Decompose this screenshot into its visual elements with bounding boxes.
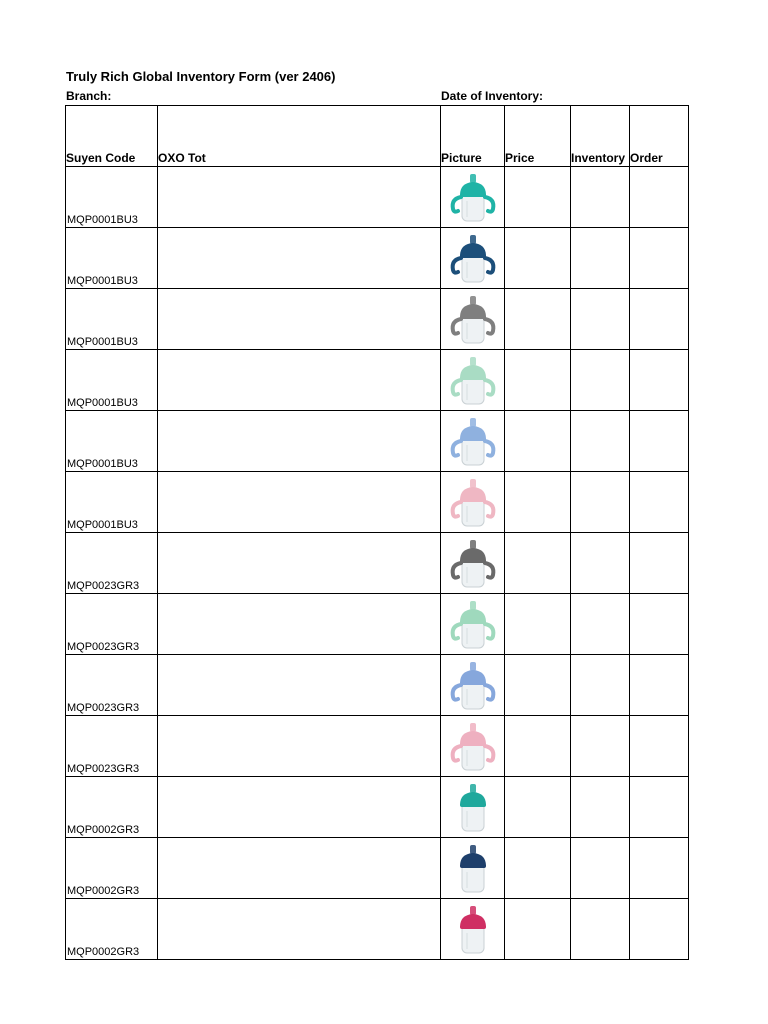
form-title: Truly Rich Global Inventory Form (ver 2406): [66, 69, 336, 84]
teal-sippy-cup-with-handles-image: [445, 169, 501, 225]
price-cell[interactable]: [505, 472, 571, 533]
gray-straw-cup-with-handles-image: [445, 535, 501, 591]
inventory-cell[interactable]: [571, 472, 630, 533]
gray-sippy-cup-with-handles-image: [445, 291, 501, 347]
picture-cell: [441, 777, 505, 838]
suyen-code-cell: MQP0023GR3: [66, 594, 158, 655]
inventory-cell[interactable]: [571, 838, 630, 899]
order-cell[interactable]: [630, 716, 689, 777]
mint-straw-cup-with-handles-image: [445, 596, 501, 652]
suyen-code-cell: MQP0002GR3: [66, 838, 158, 899]
picture-cell: [441, 716, 505, 777]
order-cell[interactable]: [630, 838, 689, 899]
navy-straw-cup-image: [445, 840, 501, 896]
inventory-cell[interactable]: [571, 716, 630, 777]
suyen-code-cell: MQP0002GR3: [66, 899, 158, 960]
column-header-order: Order: [630, 106, 689, 167]
table-row: [66, 289, 689, 350]
oxo-tot-cell[interactable]: [158, 899, 441, 960]
blue-straw-cup-with-handles-image: [445, 657, 501, 713]
order-cell[interactable]: [630, 350, 689, 411]
magenta-straw-cup-image: [445, 901, 501, 957]
inventory-cell[interactable]: [571, 533, 630, 594]
suyen-code-cell: MQP0001BU3: [66, 472, 158, 533]
price-cell[interactable]: [505, 655, 571, 716]
picture-cell: [441, 289, 505, 350]
suyen-code-cell: MQP0001BU3: [66, 350, 158, 411]
branch-label: Branch:: [66, 89, 112, 103]
oxo-tot-cell[interactable]: [158, 289, 441, 350]
table-row: [66, 411, 689, 472]
picture-cell: [441, 899, 505, 960]
table-row: [66, 228, 689, 289]
column-header-oxo-tot: OXO Tot: [158, 106, 441, 167]
oxo-tot-cell[interactable]: [158, 411, 441, 472]
table-row: [66, 350, 689, 411]
picture-cell: [441, 838, 505, 899]
price-cell[interactable]: [505, 838, 571, 899]
inventory-cell[interactable]: [571, 350, 630, 411]
price-cell[interactable]: [505, 167, 571, 228]
mint-sippy-cup-with-handles-image: [445, 352, 501, 408]
picture-cell: [441, 533, 505, 594]
order-cell[interactable]: [630, 533, 689, 594]
column-header-inventory: Inventory: [571, 106, 630, 167]
column-header-price: Price: [505, 106, 571, 167]
table-row: [66, 899, 689, 960]
teal-straw-cup-image: [445, 779, 501, 835]
suyen-code-cell: MQP0023GR3: [66, 533, 158, 594]
oxo-tot-cell[interactable]: [158, 167, 441, 228]
picture-cell: [441, 228, 505, 289]
table-row: [66, 838, 689, 899]
oxo-tot-cell[interactable]: [158, 838, 441, 899]
price-cell[interactable]: [505, 350, 571, 411]
table-row: [66, 594, 689, 655]
picture-cell: [441, 655, 505, 716]
picture-cell: [441, 472, 505, 533]
table-row: [66, 777, 689, 838]
date-of-inventory-label: Date of Inventory:: [441, 89, 544, 103]
order-cell[interactable]: [630, 899, 689, 960]
price-cell[interactable]: [505, 899, 571, 960]
order-cell[interactable]: [630, 655, 689, 716]
oxo-tot-cell[interactable]: [158, 716, 441, 777]
inventory-cell[interactable]: [571, 167, 630, 228]
inventory-cell[interactable]: [571, 655, 630, 716]
table-row: [66, 716, 689, 777]
order-cell[interactable]: [630, 777, 689, 838]
inventory-cell[interactable]: [571, 899, 630, 960]
blue-sippy-cup-with-handles-image: [445, 413, 501, 469]
suyen-code-cell: MQP0001BU3: [66, 167, 158, 228]
pink-straw-cup-with-handles-image: [445, 718, 501, 774]
navy-sippy-cup-with-handles-image: [445, 230, 501, 286]
inventory-table: [65, 105, 689, 960]
oxo-tot-cell[interactable]: [158, 655, 441, 716]
order-cell[interactable]: [630, 289, 689, 350]
price-cell[interactable]: [505, 411, 571, 472]
oxo-tot-cell[interactable]: [158, 594, 441, 655]
table-row: [66, 655, 689, 716]
suyen-code-cell: MQP0001BU3: [66, 228, 158, 289]
order-cell[interactable]: [630, 228, 689, 289]
suyen-code-cell: MQP0002GR3: [66, 777, 158, 838]
suyen-code-cell: MQP0001BU3: [66, 411, 158, 472]
price-cell[interactable]: [505, 716, 571, 777]
order-cell[interactable]: [630, 411, 689, 472]
inventory-cell[interactable]: [571, 777, 630, 838]
price-cell[interactable]: [505, 777, 571, 838]
inventory-cell[interactable]: [571, 594, 630, 655]
picture-cell: [441, 167, 505, 228]
column-header-suyen-code: Suyen Code: [66, 106, 158, 167]
price-cell[interactable]: [505, 228, 571, 289]
inventory-cell[interactable]: [571, 411, 630, 472]
oxo-tot-cell[interactable]: [158, 777, 441, 838]
picture-cell: [441, 411, 505, 472]
pink-sippy-cup-with-handles-image: [445, 474, 501, 530]
picture-cell: [441, 594, 505, 655]
suyen-code-cell: MQP0001BU3: [66, 289, 158, 350]
inventory-cell[interactable]: [571, 289, 630, 350]
table-row: [66, 472, 689, 533]
price-cell[interactable]: [505, 533, 571, 594]
picture-cell: [441, 350, 505, 411]
header-row: [66, 106, 689, 167]
table-row: [66, 533, 689, 594]
oxo-tot-cell[interactable]: [158, 228, 441, 289]
column-header-picture: Picture: [441, 106, 505, 167]
order-cell[interactable]: [630, 167, 689, 228]
oxo-tot-cell[interactable]: [158, 350, 441, 411]
order-cell[interactable]: [630, 594, 689, 655]
suyen-code-cell: MQP0023GR3: [66, 655, 158, 716]
inventory-cell[interactable]: [571, 228, 630, 289]
table-row: [66, 167, 689, 228]
oxo-tot-cell[interactable]: [158, 472, 441, 533]
order-cell[interactable]: [630, 472, 689, 533]
price-cell[interactable]: [505, 594, 571, 655]
oxo-tot-cell[interactable]: [158, 533, 441, 594]
price-cell[interactable]: [505, 289, 571, 350]
suyen-code-cell: MQP0023GR3: [66, 716, 158, 777]
